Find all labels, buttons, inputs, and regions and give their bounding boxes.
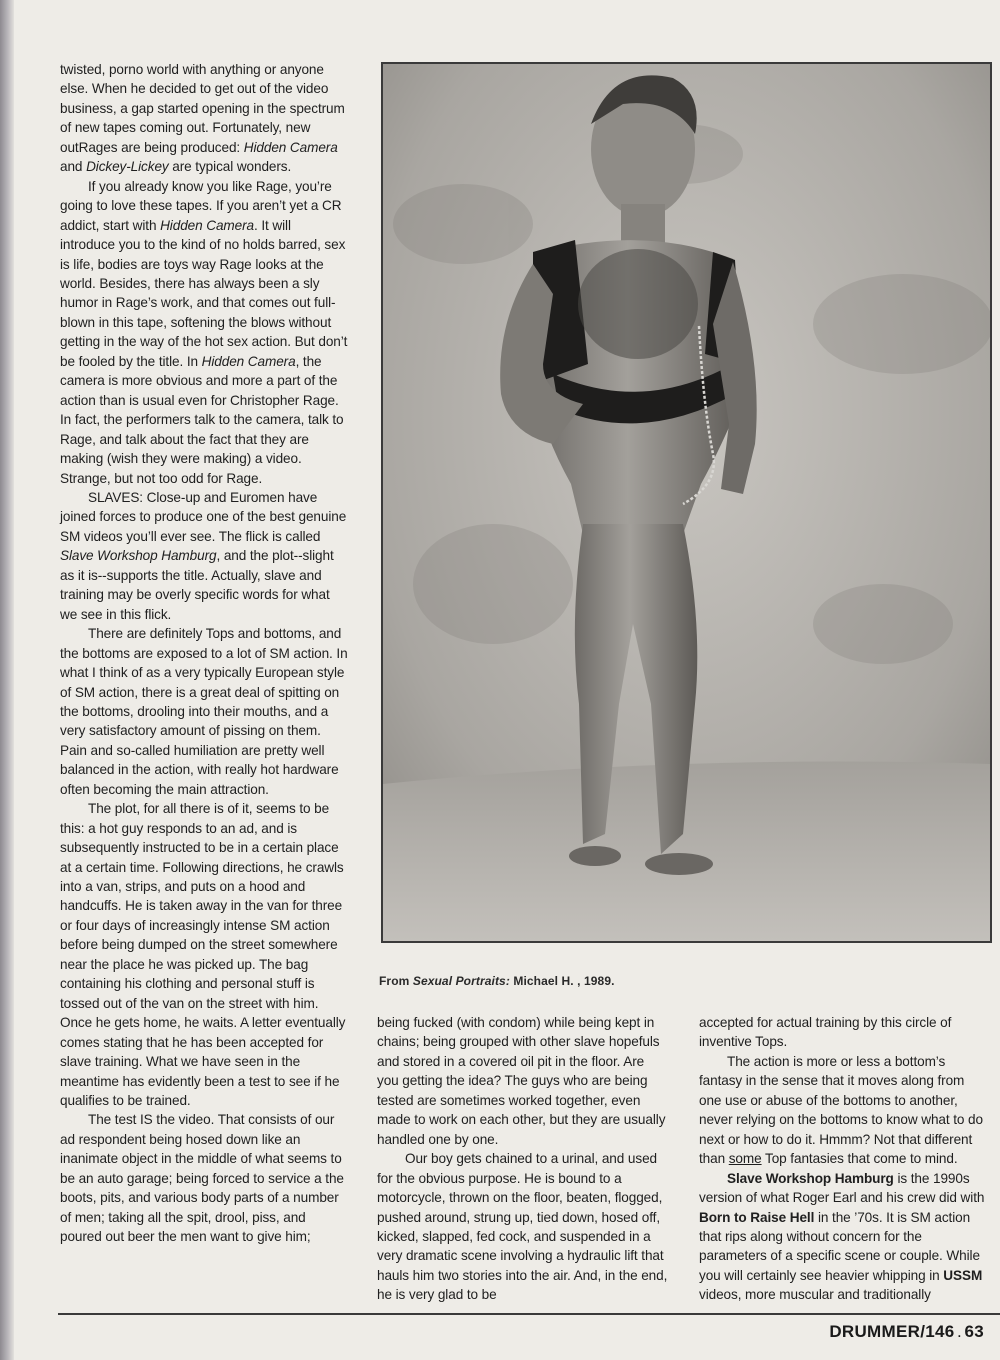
paragraph: The plot, for all there is of it, seems to be this: a hot guy responds to an ad, and is subsequently instructed to be in a certain place at a certain time. Following directions, he crawls into a van, strips, and puts on a hood and handcuffs. He is taken away in the van for three or four days of increasingly intense SM action before being dumped on the street somewhere near the place he was picked up. The bag containing his clothing and personal stuff is tossed out of the van on the street with him. Once he gets home, he waits. A letter eventually comes stating that he has been accepted for slave training. What we have seen in the meantime has evidently been a test to see if he qualifies to be trained. xyxy=(60,801,346,1109)
paragraph: The action is more or less a bottom’s fantasy in the sense that it moves along from one use or abuse of the bottoms to another, never relying on the bottoms to know what to do next or how to do it. Hmmm? Not that different than some Top fantasies that come to mind. xyxy=(699,1053,983,1167)
portrait-illustration xyxy=(383,64,990,941)
photo-caption: From Sexual Portraits: Michael H. , 1989. xyxy=(379,974,615,988)
paragraph: If you already know you like Rage, you’re going to love these tapes. If you aren’t yet a CR addict, start with Hidden Camera. It will introduce you to the kind of no holds barred, sex is life, bodies are toys way Rage looks at the world. Besides, there has always been a sly humor in Rage’s work, and that comes out full-blown in this tape, softening the blows without getting in the way of the hot sex action. But don’t be fooled by the title. In Hidden Camera, the camera is more obvious and more a part of the action than is usual even for Christopher Rage. In fact, the performers talk to the camera, talk to Rage, and talk about the fact that they are making (wish they were making) a video. Strange, but not too odd for Rage. xyxy=(60,178,348,486)
text-column-left xyxy=(60,60,348,1247)
text-column-middle xyxy=(377,1013,669,1305)
footer-separator: . xyxy=(956,1322,962,1341)
paragraph: SLAVES: Close-up and Euromen have joined forces to produce one of the best genuine SM videos you’ll ever see. The flick is called Slave Workshop Hamburg, and the plot--slight as it is--supports the title. Actually, slave and training may be overly specific words for what we see in this flick. xyxy=(60,489,347,622)
footer-rule xyxy=(58,1313,1000,1315)
paragraph: being fucked (with condom) while being kept in chains; being grouped with other slave hopefuls and stored in a covered oil pit in the floor. Are you getting the idea? The guys who are being tested are sometimes worked together, even made to work on each other, but they are usually handled one by one. xyxy=(377,1015,666,1147)
text-column-right xyxy=(699,1013,989,1305)
paragraph: The test IS the video. That consists of our ad respondent being hosed down like an inanimate object in the middle of what seems to be an auto garage; being forced to service a the boots, pits, and various body parts of a number of men; taking all the spit, drool, piss, and poured out beer the men want to give him; xyxy=(60,1112,344,1245)
paragraph: Slave Workshop Hamburg is the 1990s version of what Roger Earl and his crew did with Born to Raise Hell in the ’70s. It is SM action that rips along without concern for the parameters of a specific scene or couple. While you will certainly see heavier whipping in USSM videos, more muscular and traditionally xyxy=(699,1170,985,1303)
paragraph: twisted, porno world with anything or anyone else. When he decided to get out of the video business, a gap started opening in the spectrum of new tapes coming out. Fortunately, new outRages are being produced: Hidden Camera and Dickey-Lickey are typical wonders. xyxy=(60,62,345,175)
page-footer xyxy=(829,1322,984,1342)
photograph xyxy=(381,62,992,943)
magazine-issue: DRUMMER/146 xyxy=(829,1322,955,1341)
page-spine-shadow xyxy=(0,0,14,1360)
paragraph: There are definitely Tops and bottoms, and the bottoms are exposed to a lot of SM action. In what I think of as a very typically European style of SM action, there is a great deal of spitting on the bottoms, drooling into their mouths, and a very satisfactory amount of pissing on them. Pain and so-called humiliation are pretty well balanced in the action, with really hot hardware often becoming the main attraction. xyxy=(60,626,348,797)
paragraph: accepted for actual training by this circle of inventive Tops. xyxy=(699,1015,952,1050)
page-number: 63 xyxy=(964,1322,984,1341)
paragraph: Our boy gets chained to a urinal, and used for the obvious purpose. He is bound to a motorcycle, thrown on the floor, beaten, flogged, pushed around, strung up, tied down, hosed off, kicked, slapped, fed cock, and suspended in a very dramatic scene involving a hydraulic lift that hauls him two stories into the air. And, in the end, he is very glad to be xyxy=(377,1151,668,1303)
